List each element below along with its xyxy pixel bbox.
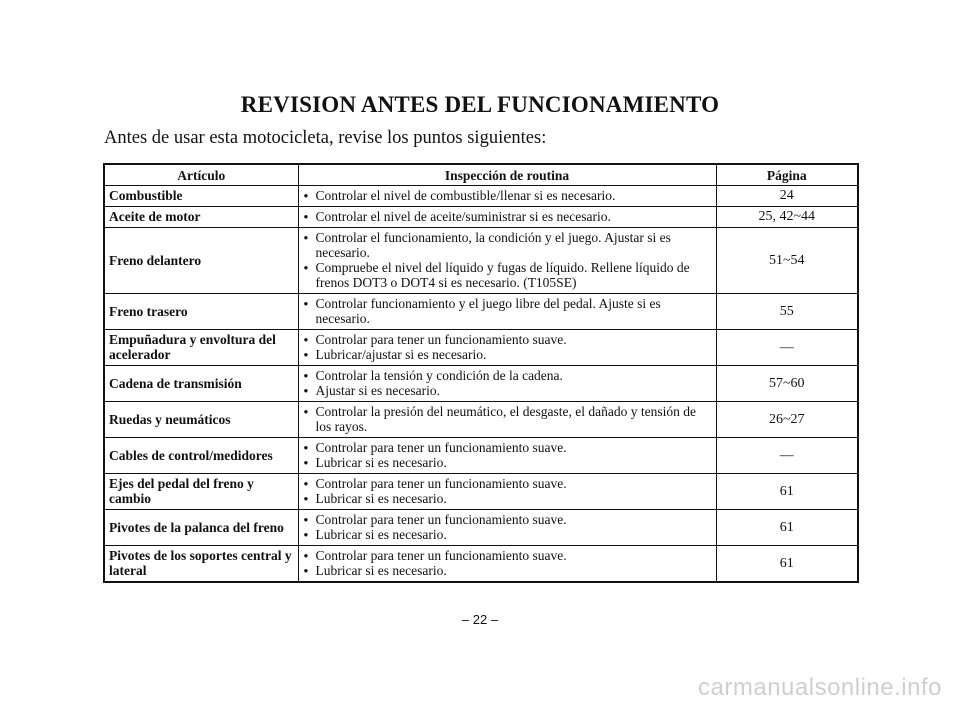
row-checks [298,294,716,330]
row-page: — [716,438,858,474]
table-row [104,438,858,474]
check-item: ● Controlar la tensión y condición de la cadena. [303,368,712,383]
row-item: Empuñadura y envoltura del acelerador [104,330,298,366]
table-row [104,228,858,294]
check-item: ● Controlar para tener un funcionamiento suave. [303,512,712,527]
check-item: ● Lubricar si es necesario. [303,527,712,542]
row-item: Ruedas y neumáticos [104,402,298,438]
table-row [104,402,858,438]
row-checks [298,186,716,207]
watermark: carmanualsonline.info [698,674,942,701]
row-checks [298,228,716,294]
intro-text: Antes de usar esta motocicleta, revise los puntos siguientes: [104,128,547,148]
row-item: Ejes del pedal del freno y cambio [104,474,298,510]
row-page: 61 [716,474,858,510]
header-page: Página [716,164,858,186]
check-item: ● Controlar la presión del neumático, el desgaste, el dañado y tensión de los rayos. [303,404,712,434]
check-item: ● Ajustar si es necesario. [303,383,712,398]
table-row [104,330,858,366]
table-row [104,510,858,546]
table-row [104,207,858,228]
check-item: ● Lubricar si es necesario. [303,563,712,578]
row-item: Aceite de motor [104,207,298,228]
header-item: Artículo [104,164,298,186]
table-row [104,294,858,330]
row-item: Freno delantero [104,228,298,294]
row-checks [298,474,716,510]
row-page: 57~60 [716,366,858,402]
row-item: Combustible [104,186,298,207]
check-item: ● Compruebe el nivel del líquido y fugas de líquido. Rellene líquido de frenos DOT3 o DOT4 si es necesario. (T105SE) [303,260,712,290]
row-item: Pivotes de la palanca del freno [104,510,298,546]
check-item: ● Controlar para tener un funcionamiento suave. [303,440,712,455]
row-page: 25, 42~44 [716,207,858,228]
row-checks [298,546,716,583]
check-item: ● Controlar para tener un funcionamiento suave. [303,476,712,491]
table-row [104,186,858,207]
header-inspection: Inspección de routina [298,164,716,186]
row-page: 26~27 [716,402,858,438]
check-item: ● Controlar para tener un funcionamiento suave. [303,332,712,347]
row-checks [298,402,716,438]
row-page: 51~54 [716,228,858,294]
check-item: ● Lubricar si es necesario. [303,491,712,506]
check-item: ● Controlar el nivel de combustible/llenar si es necesario. [303,188,712,203]
table-row [104,474,858,510]
check-item: ● Controlar el funcionamiento, la condición y el juego. Ajustar si es necesario. [303,230,712,260]
row-checks [298,510,716,546]
check-item: ● Lubricar/ajustar si es necesario. [303,347,712,362]
row-item: Cables de control/medidores [104,438,298,474]
row-page: 24 [716,186,858,207]
table-row [104,366,858,402]
row-page: 61 [716,510,858,546]
page-title: REVISION ANTES DEL FUNCIONAMIENTO [240,92,720,117]
row-page: — [716,330,858,366]
table-row [104,546,858,583]
row-item: Pivotes de los soportes central y lateral [104,546,298,583]
row-page: 55 [716,294,858,330]
row-page: 61 [716,546,858,583]
row-checks [298,438,716,474]
row-checks [298,207,716,228]
row-checks [298,366,716,402]
check-item: ● Controlar para tener un funcionamiento suave. [303,548,712,563]
row-item: Freno trasero [104,294,298,330]
check-item: ● Lubricar si es necesario. [303,455,712,470]
check-item: ● Controlar el nivel de aceite/suministrar si es necesario. [303,209,712,224]
row-checks [298,330,716,366]
inspection-table [103,163,859,583]
row-item: Cadena de transmisión [104,366,298,402]
check-item: ● Controlar funcionamiento y el juego libre del pedal. Ajuste si es necesario. [303,296,712,326]
table-header-row [104,164,858,186]
page-number: – 22 – [461,612,499,627]
